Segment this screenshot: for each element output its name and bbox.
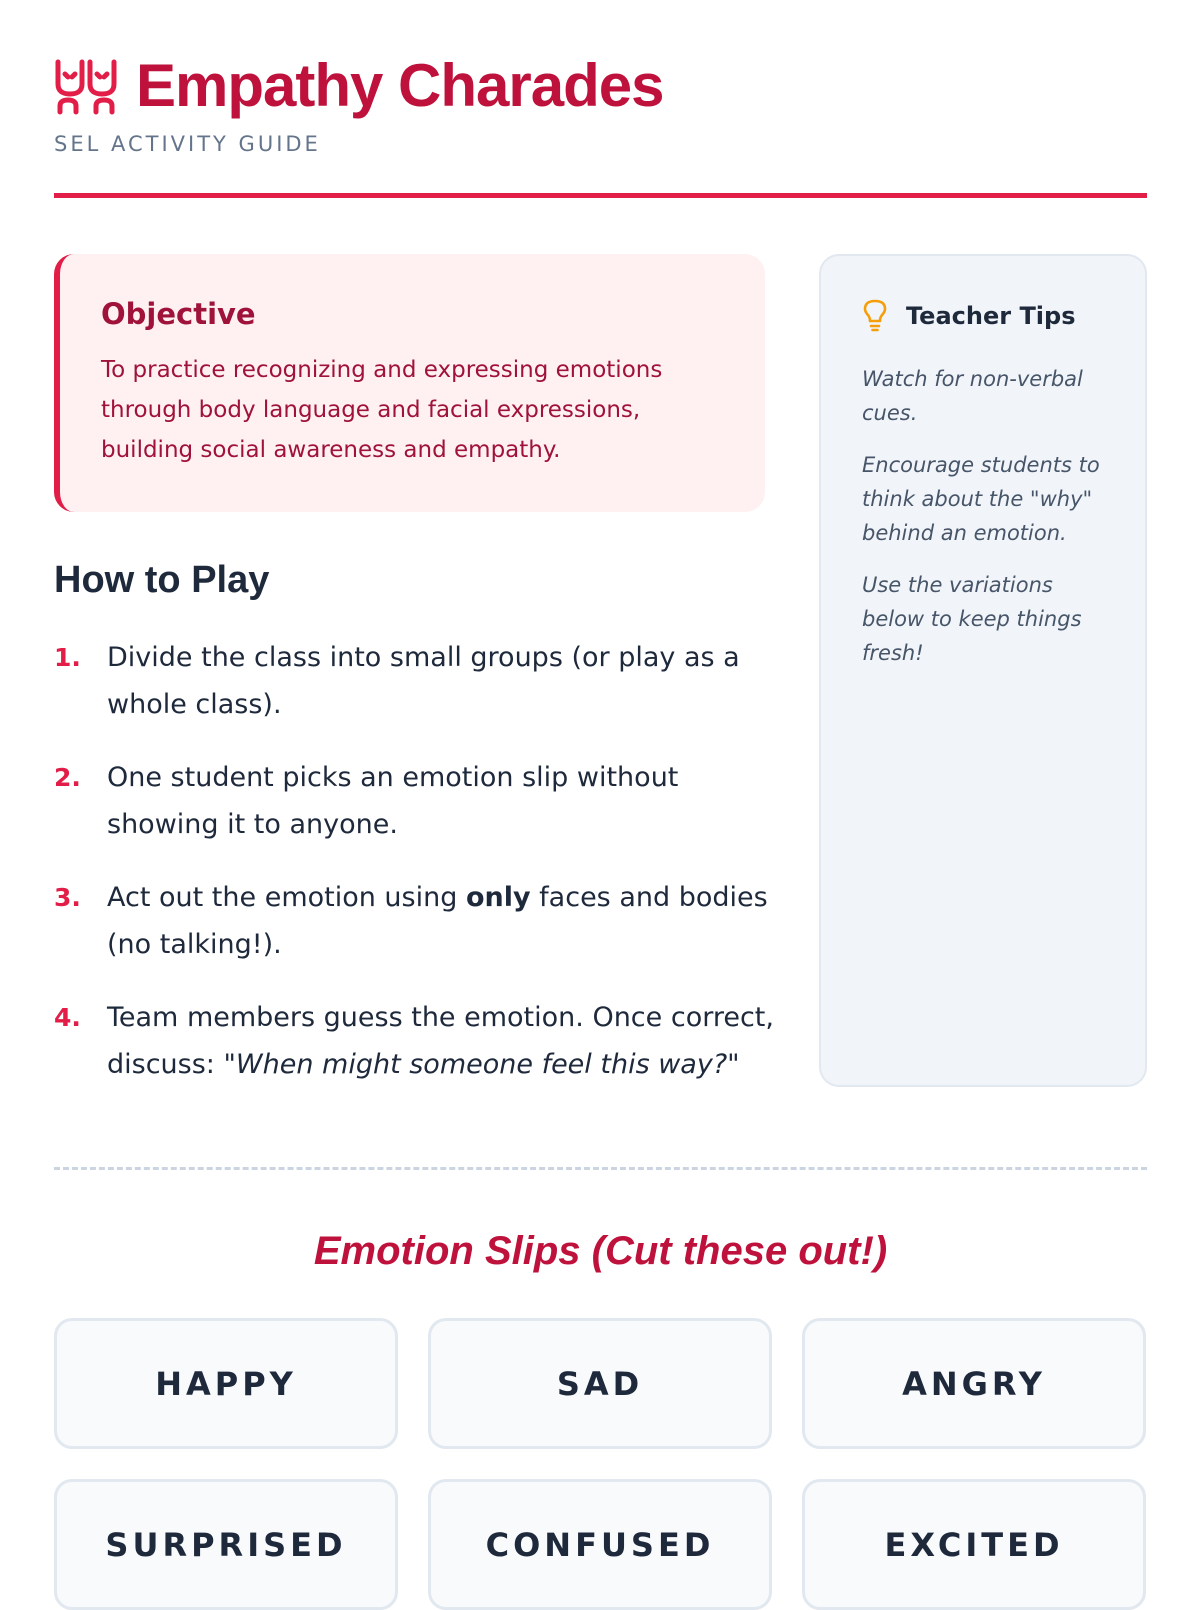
steps-list	[54, 634, 774, 1114]
emotion-slips-heading: Emotion Slips (Cut these out!)	[313, 1229, 888, 1273]
emotion-slip: SURPRISED	[54, 1479, 398, 1610]
emotion-slip: ANGRY	[802, 1318, 1146, 1449]
step-item	[54, 874, 774, 968]
theater-masks-icon	[54, 54, 118, 118]
lightbulb-icon	[862, 299, 888, 333]
step-item	[54, 754, 774, 848]
cut-line-divider	[54, 1167, 1147, 1170]
objective-card	[54, 254, 765, 512]
objective-heading: Objective	[101, 297, 256, 331]
header-divider	[54, 193, 1147, 198]
step-text-emphasis: only	[465, 882, 531, 913]
emotion-slip: EXCITED	[802, 1479, 1146, 1610]
header	[54, 48, 1147, 156]
step-number: 2.	[54, 763, 81, 792]
emotion-slip: SAD	[428, 1318, 772, 1449]
step-text-part: faces and bodies (no talking!).	[107, 882, 768, 960]
objective-text: To practice recognizing and expressing emotions through body language and facial expressions, building social awareness and empathy.	[101, 357, 663, 463]
step-text-part: Act out the emotion using	[107, 882, 466, 913]
teacher-tips-card	[819, 254, 1147, 1087]
emotion-slips-grid	[54, 1318, 1147, 1610]
step-text: One student picks an emotion slip without showing it to anyone.	[107, 762, 679, 840]
teacher-tips-header	[862, 298, 1107, 334]
title-row	[54, 48, 1147, 124]
step-number: 4.	[54, 1003, 81, 1032]
page-title: Empathy Charades	[136, 52, 664, 119]
emotion-slip: CONFUSED	[428, 1479, 772, 1610]
step-text	[107, 994, 774, 1088]
page-subtitle: SEL ACTIVITY GUIDE	[54, 132, 321, 156]
step-text-part: Team members guess the emotion. Once correct, discuss:	[107, 1002, 774, 1080]
teacher-tip: Watch for non-verbal cues.	[862, 367, 1083, 425]
teacher-tips-list	[862, 362, 1107, 670]
teacher-tips-heading: Teacher Tips	[906, 302, 1076, 330]
step-text	[107, 874, 774, 968]
step-text: Divide the class into small groups (or play as a whole class).	[107, 642, 740, 720]
emotion-slip: HAPPY	[54, 1318, 398, 1449]
teacher-tip: Encourage students to think about the "why" behind an emotion.	[862, 453, 1100, 545]
step-text-quote: "When might someone feel this way?"	[223, 1049, 740, 1080]
step-number: 3.	[54, 883, 81, 912]
step-item	[54, 994, 774, 1088]
step-item	[54, 634, 774, 728]
teacher-tip: Use the variations below to keep things fresh!	[862, 573, 1082, 665]
how-to-play-heading: How to Play	[54, 559, 270, 601]
step-number: 1.	[54, 643, 81, 672]
